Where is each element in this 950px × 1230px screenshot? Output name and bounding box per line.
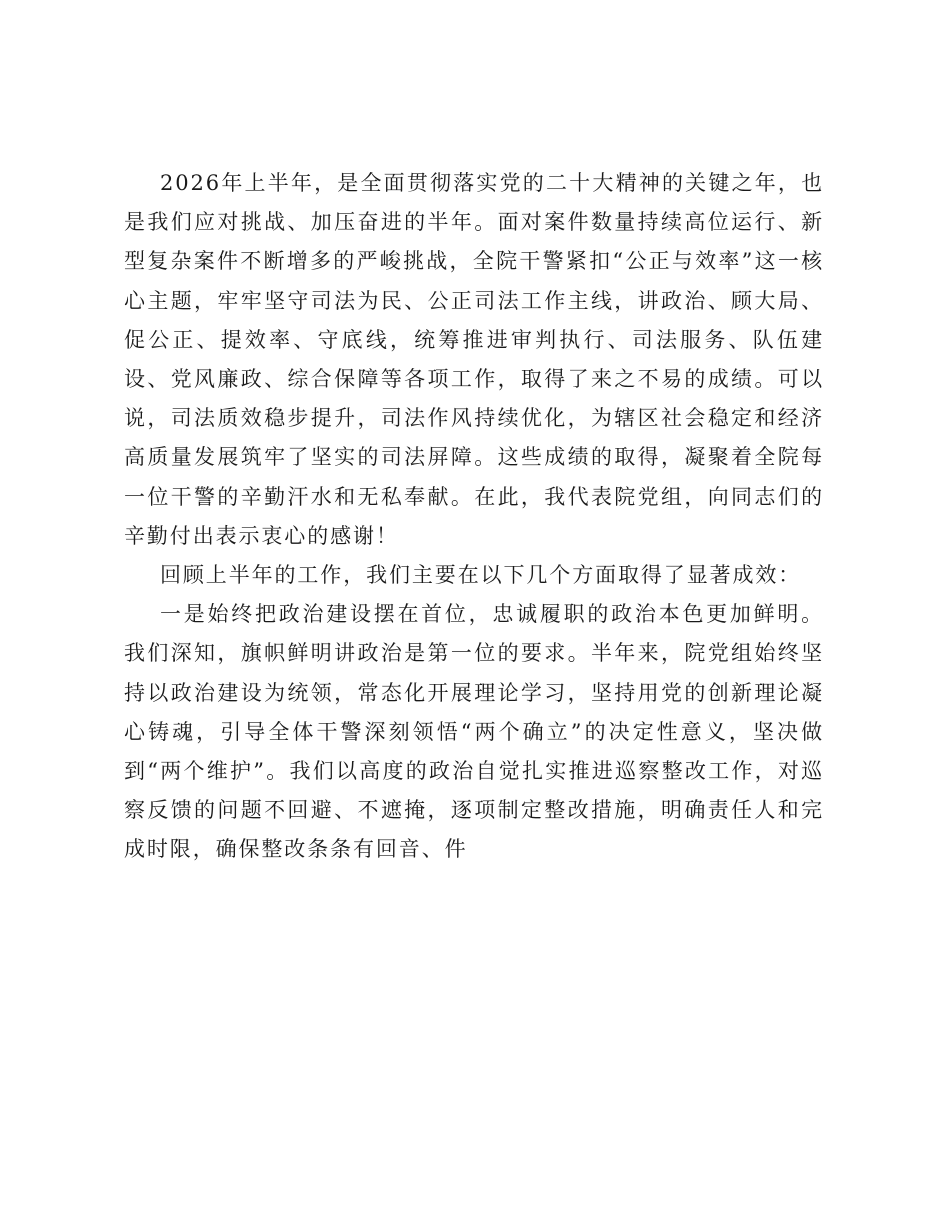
paragraph-intro: 2026年上半年，是全面贯彻落实党的二十大精神的关键之年，也是我们应对挑战、加压奋进的半年。面对案件数量持续高位运行、新型复杂案件不断增多的严峻挑战，全院干警紧扣“公正与效率”这一核心主题，牢牢坚守司法为民、公正司法工作主线，讲政治、顾大局、促公正、提效率、守底线，统筹推进审判执行、司法服务、队伍建设、党风廉政、综合保障等各项工作，取得了来之不易的成绩。可以说，司法质效稳步提升，司法作风持续优化，为辖区社会稳定和经济高质量发展筑牢了坚实的司法屏障。这些成绩的取得，凝聚着全院每一位干警的辛勤汗水和无私奉献。在此，我代表院党组，向同志们的辛勤付出表示衷心的感谢！	[124, 171, 824, 548]
paragraph-point-one: 一是始终把政治建设摆在首位，忠诚履职的政治本色更加鲜明。我们深知，旗帜鲜明讲政治是第一位的要求。半年来，院党组始终坚持以政治建设为统领，常态化开展理论学习，坚持用党的创新理论凝心铸魂，引导全体干警深刻领悟“两个确立”的决定性意义，坚决做到“两个维护”。我们以高度的政治自觉扎实推进巡察整改工作，对巡察反馈的问题不回避、不遮掩，逐项制定整改措施，明确责任人和完成时限，确保整改条条有回音、件	[124, 602, 824, 862]
document-body	[124, 164, 824, 870]
paragraph-review: 回顾上半年的工作，我们主要在以下几个方面取得了显著成效：	[160, 563, 802, 588]
